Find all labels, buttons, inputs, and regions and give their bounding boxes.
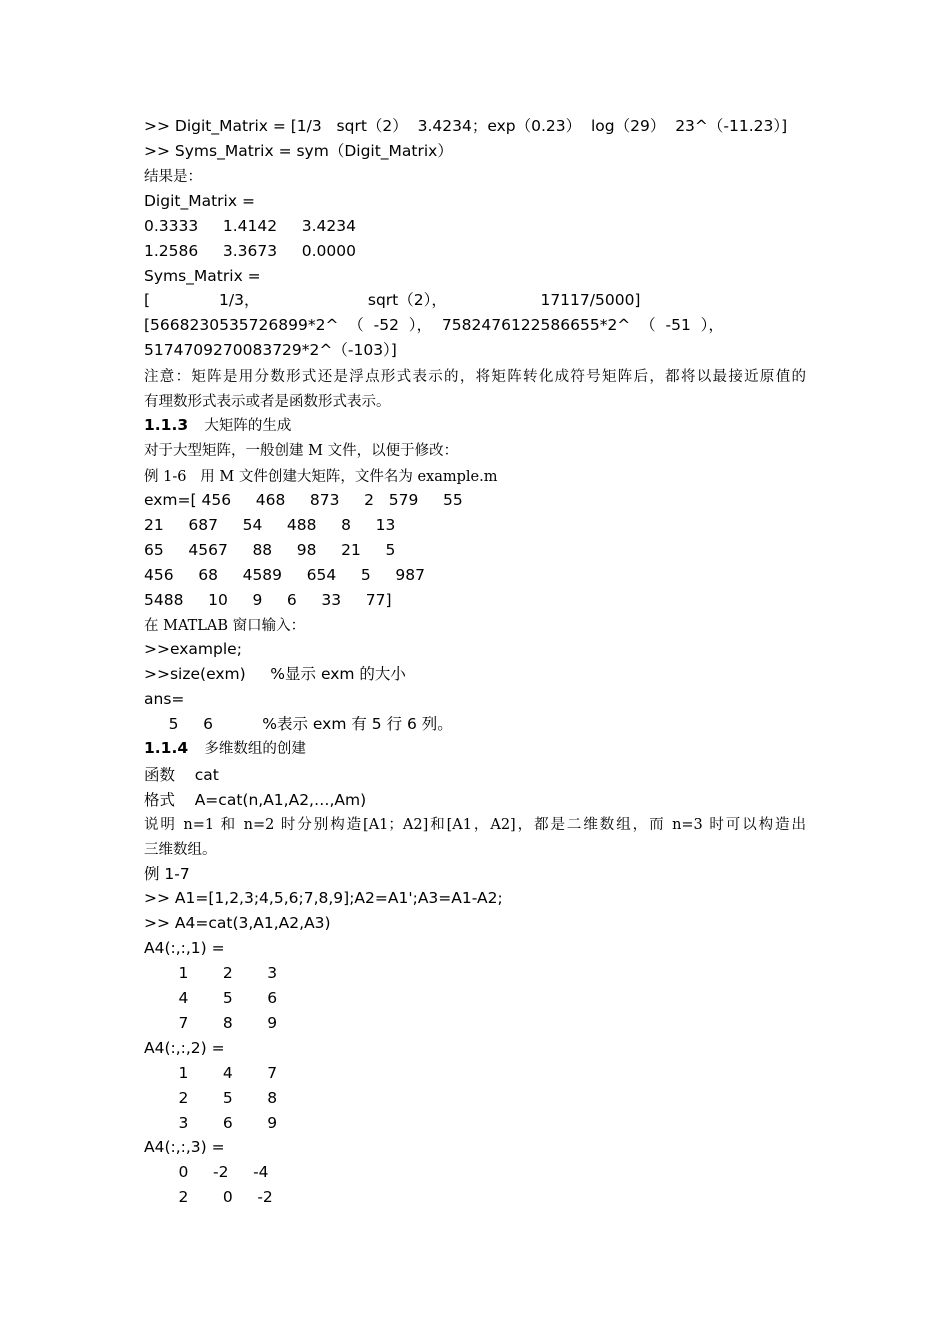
code-a4-cat: >> A4=cat(3,A1,A2,A3): [144, 914, 331, 932]
output-a4-page-1-row-2: 4 5 6: [144, 989, 278, 1007]
section-title: 大矩阵的生成: [204, 418, 292, 434]
output-a4-page-1-row-3: 7 8 9: [144, 1014, 278, 1032]
output-syms-matrix-label: Syms_Matrix =: [144, 267, 261, 285]
output-a4-page-2-row-2: 2 5 8: [144, 1089, 278, 1107]
section-number: 1.1.3: [144, 416, 189, 434]
output-ans-label: ans=: [144, 690, 185, 708]
output-a4-page-3-row-1: 0 -2 -4: [144, 1163, 269, 1181]
output-a4-page-1-row-1: 1 2 3: [144, 964, 278, 982]
code-size-call: >>size(exm) %显示 exm 的大小: [144, 665, 406, 683]
output-digit-matrix-label: Digit_Matrix =: [144, 192, 255, 210]
example-1-6-title: 例 1-6 用 M 文件创建大矩阵，文件名为 example.m: [144, 469, 498, 485]
section-number: 1.1.4: [144, 739, 189, 757]
output-a4-page-3-label: A4(:,:,3) =: [144, 1138, 225, 1156]
code-exm-row-1: exm=[ 456 468 873 2 579 55: [144, 491, 463, 509]
text-format-cat: 格式 A=cat(n,A1,A2,…,Am): [144, 791, 367, 809]
output-a4-page-1-label: A4(:,:,1) =: [144, 939, 225, 957]
output-a4-page-3-row-2: 2 0 -2: [144, 1188, 273, 1206]
output-a4-page-2-label: A4(:,:,2) =: [144, 1039, 225, 1057]
code-exm-row-2: 21 687 54 488 8 13: [144, 516, 396, 534]
output-a4-page-2-row-1: 1 4 7: [144, 1064, 278, 1082]
output-syms-row-2: [5668230535726899*2^ （ -52 ）， 7582476122586655*2^ （ -51 ），: [144, 316, 724, 334]
code-line-syms-matrix: >> Syms_Matrix = sym（Digit_Matrix）: [144, 142, 453, 160]
code-exm-row-5: 5488 10 9 6 33 77]: [144, 591, 392, 609]
code-line-digit-matrix: >> Digit_Matrix = [1/3 sqrt（2） 3.4234；exp（0.23） log（29） 23^（-11.23）]: [144, 117, 788, 135]
note-paragraph-line-1: 注意：矩阵是用分数形式还是浮点形式表示的，将矩阵转化成符号矩阵后，都将以最接近原值的: [144, 369, 806, 385]
section-title: 多维数组的创建: [204, 741, 306, 757]
code-exm-row-3: 65 4567 88 98 21 5: [144, 541, 396, 559]
text-function-cat: 函数 cat: [144, 766, 219, 784]
code-a1-a2-a3: >> A1=[1,2,3;4,5,6;7,8,9];A2=A1';A3=A1-A2;: [144, 889, 503, 907]
output-row-1: 0.3333 1.4142 3.4234: [144, 217, 356, 235]
note-paragraph-line-2: 有理数形式表示或者是函数形式表示。: [144, 394, 391, 410]
output-a4-page-2-row-3: 3 6 9: [144, 1114, 278, 1132]
text-matlab-input: 在 MATLAB 窗口输入：: [144, 618, 306, 634]
text-description-line-2: 三维数组。: [144, 842, 217, 858]
section-heading-1-1-3: [144, 413, 291, 438]
output-row-2: 1.2586 3.3673 0.0000: [144, 242, 356, 260]
text-large-matrix-intro: 对于大型矩阵，一般创建 M 文件，以便于修改：: [144, 443, 459, 459]
output-syms-row-2-cont: 5174709270083729*2^（-103）]: [144, 341, 397, 359]
text-description-line-1: 说明 n=1 和 n=2 时分别构造[A1；A2]和[A1，A2]，都是二维数组，而 n=3 时可以构造出: [144, 817, 806, 833]
code-example-call: >>example;: [144, 640, 242, 658]
output-ans-value: 5 6 %表示 exm 有 5 行 6 列。: [144, 715, 453, 733]
output-syms-row-1: [ 1/3， sqrt（2）， 17117/5000]: [144, 291, 641, 309]
text-result-label: 结果是：: [144, 169, 202, 185]
example-1-7-title: 例 1-7: [144, 865, 190, 883]
section-heading-1-1-4: [144, 736, 306, 761]
code-exm-row-4: 456 68 4589 654 5 987: [144, 566, 425, 584]
